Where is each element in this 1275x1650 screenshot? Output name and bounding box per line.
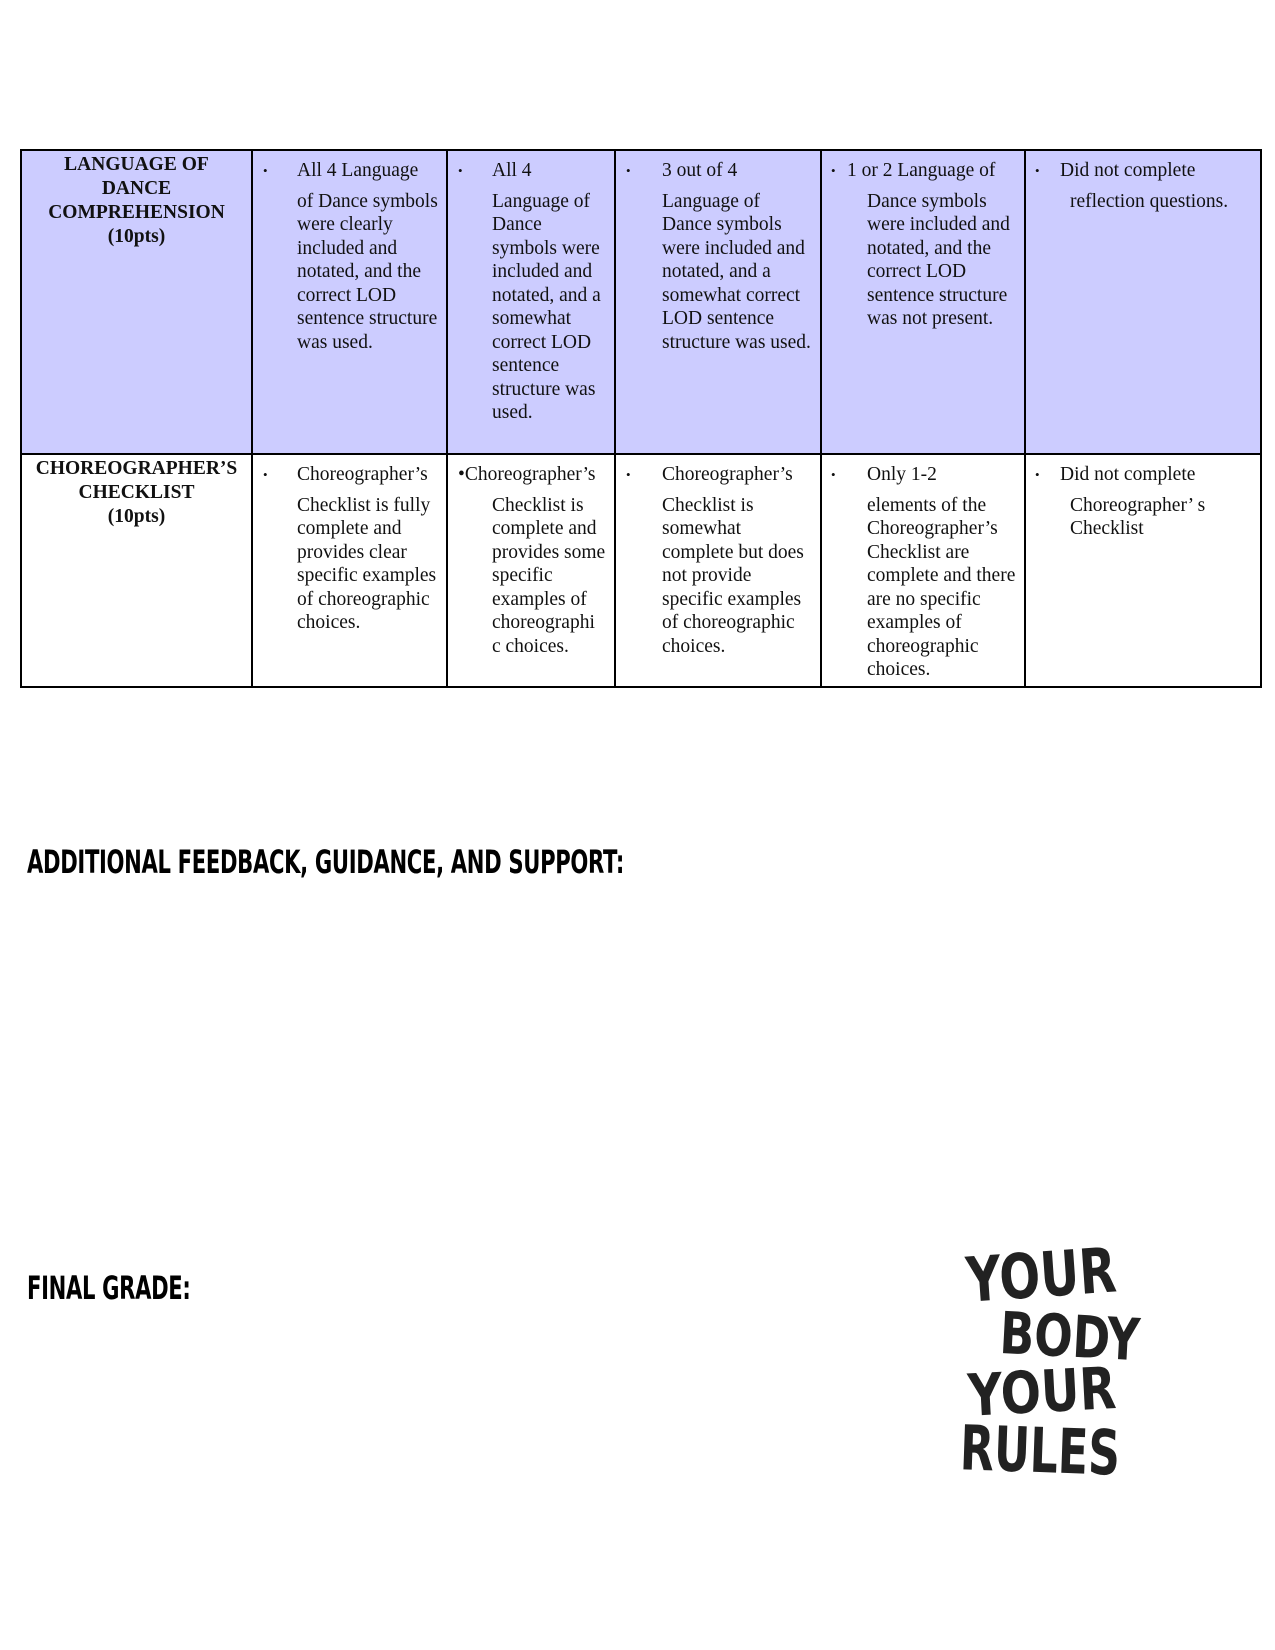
bullet-icon: • [263, 467, 268, 482]
level-cell [252, 150, 447, 454]
bullet-icon: • [626, 163, 631, 178]
level-text: Checklist is complete and provides some specific examples of choreographi c choices. [492, 494, 606, 657]
bullet-icon: • [626, 467, 631, 482]
level-text: reflection questions. [1070, 190, 1229, 212]
level-cell [821, 454, 1025, 687]
level-first-line: 3 out of 4 [662, 160, 738, 181]
criterion-line: (10pts) [107, 226, 166, 247]
level-cell [615, 454, 821, 687]
logo-line: YOUR [966, 1352, 1151, 1430]
level-first-line: All 4 [492, 160, 532, 181]
logo-line: BODY [998, 1298, 1181, 1377]
level-first-line: Only 1-2 [867, 464, 937, 485]
level-text: Choreographer’ s Checklist [1070, 494, 1206, 539]
criterion-cell [21, 454, 252, 687]
level-first-line: All 4 Language [297, 160, 419, 181]
level-first-line: Did not complete [1060, 464, 1196, 485]
criterion-line: COMPREHENSION [48, 202, 225, 223]
rubric-table [20, 149, 1262, 688]
logo-line: RULES [958, 1411, 1186, 1493]
level-cell [615, 150, 821, 454]
bullet-icon: • [831, 163, 836, 178]
level-cell [1025, 454, 1261, 687]
feedback-heading: ADDITIONAL FEEDBACK, GUIDANCE, AND SUPPORT: [27, 843, 625, 881]
level-first-line: Choreographer’s [662, 464, 793, 485]
criterion-line: CHOREOGRAPHER’S [35, 458, 238, 479]
level-cell [447, 150, 615, 454]
level-cell [821, 150, 1025, 454]
level-text: Dance symbols were included and notated, and the correct LOD sentence structure was not present. [867, 190, 1010, 329]
level-text: Checklist is fully complete and provides clear specific examples of choreographic choices. [297, 494, 437, 633]
bullet-icon: • [1035, 163, 1040, 178]
level-cell [252, 454, 447, 687]
level-first-line: Choreographer’s [297, 464, 428, 485]
level-cell [447, 454, 615, 687]
bullet-icon: • [1035, 467, 1040, 482]
final-grade-heading: FINAL GRADE: [27, 1269, 191, 1307]
bullet-icon: • [263, 163, 268, 178]
bullet-icon: • [458, 163, 463, 178]
logo-line: YOUR [963, 1230, 1162, 1317]
level-text: Language of Dance symbols were included and notated, and a somewhat correct LOD sentence structure was used. [662, 190, 811, 353]
criterion-line: (10pts) [107, 506, 166, 527]
criterion-cell [21, 150, 252, 454]
level-first-line: 1 or 2 Language of [847, 160, 996, 181]
level-first-line: •Choreographer’s [458, 464, 596, 485]
your-body-your-rules-logo [958, 1230, 1186, 1493]
rubric-row-checklist [21, 454, 1261, 687]
level-text: Checklist is somewhat complete but does not provide specific examples of choreographic choices. [662, 494, 804, 657]
rubric-row-lod [21, 150, 1261, 454]
criterion-line: CHECKLIST [78, 482, 195, 503]
level-text: of Dance symbols were clearly included and notated, and the correct LOD sentence structure was used. [297, 190, 438, 353]
bullet-icon: • [831, 467, 836, 482]
level-first-line: Did not complete [1060, 160, 1196, 181]
criterion-line: DANCE [101, 178, 172, 199]
level-text: elements of the Choreographer’s Checklist are complete and there are no specific examples of choreographic choices. [867, 494, 1016, 680]
level-cell [1025, 150, 1261, 454]
level-text: Language of Dance symbols were included and notated, and a somewhat correct LOD sentence structure was used. [492, 190, 601, 423]
criterion-line: LANGUAGE OF [64, 154, 209, 175]
